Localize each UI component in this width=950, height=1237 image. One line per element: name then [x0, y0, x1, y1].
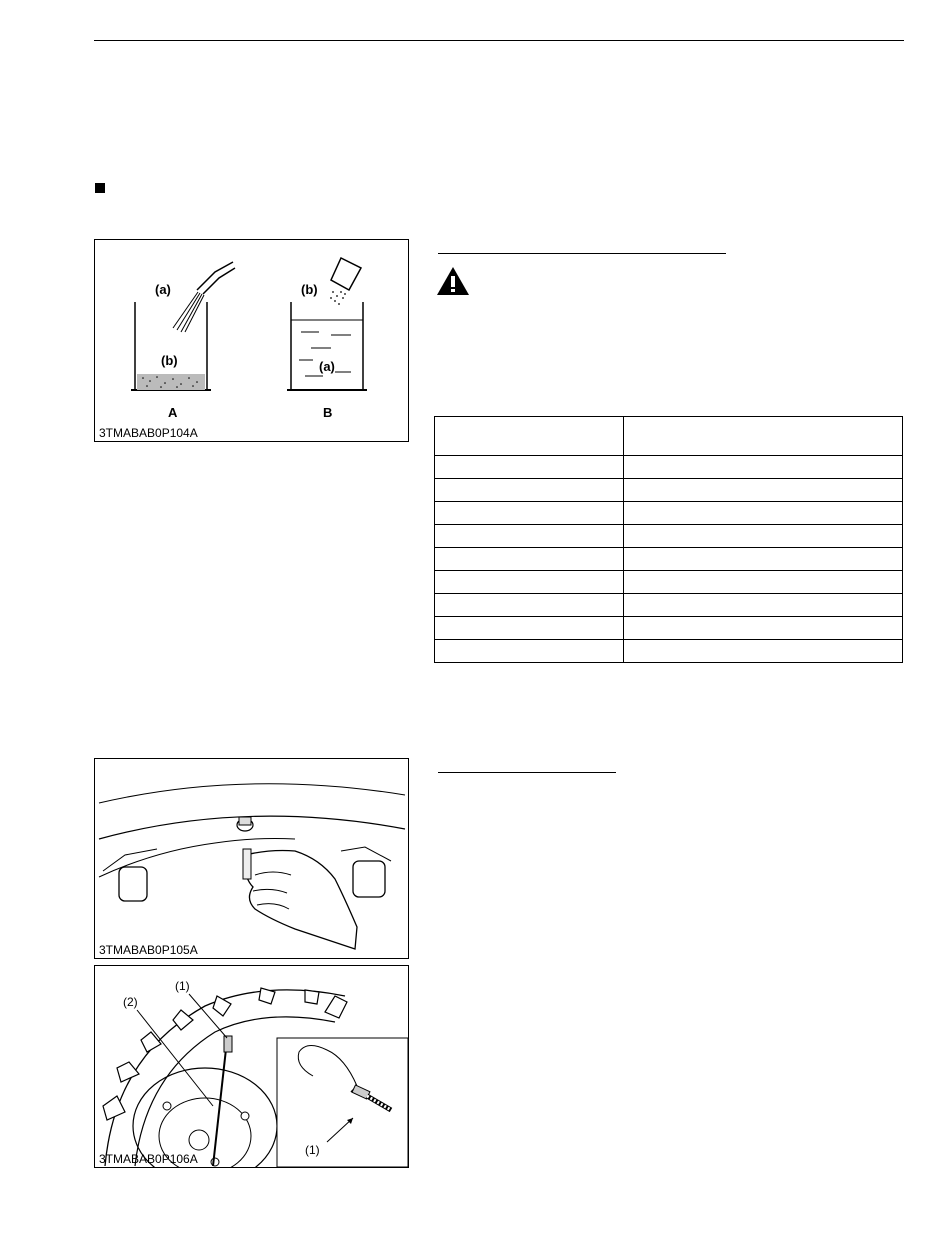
table-header-row: [435, 417, 903, 456]
figure-ballast-fill-drawing: [95, 240, 408, 441]
heading-underline-1: [438, 253, 726, 254]
fig1-label-a-right: (a): [319, 359, 335, 374]
spec-table: [434, 416, 903, 663]
heading-underline-2: [438, 772, 616, 773]
fig1-label-B: B: [323, 405, 333, 420]
table-row: [435, 594, 903, 617]
figure-filling-tube-drawing: [95, 966, 408, 1167]
fig3-caption: 3TMABAB0P106A: [99, 1152, 198, 1166]
fig3-label-1-inset: (1): [305, 1143, 320, 1157]
table-row: [435, 502, 903, 525]
table-row: [435, 571, 903, 594]
fig2-caption: 3TMABAB0P105A: [99, 943, 198, 957]
table-row: [435, 525, 903, 548]
figure-filling-tube: [94, 965, 409, 1168]
fig1-label-b-right: (b): [301, 282, 318, 297]
figure-ballast-fill: [94, 239, 409, 442]
fig3-label-1-top: (1): [175, 979, 190, 993]
fig1-label-a-left: (a): [155, 282, 171, 297]
fig1-caption: 3TMABAB0P104A: [99, 426, 198, 440]
header-rule: [94, 40, 904, 41]
fig1-label-A: A: [168, 405, 178, 420]
table-row: [435, 617, 903, 640]
fig3-label-2: (2): [123, 995, 138, 1009]
warning-triangle-icon: [436, 266, 470, 296]
table-row: [435, 479, 903, 502]
table-row: [435, 456, 903, 479]
section-bullet: [95, 183, 105, 193]
figure-valve-removal: [94, 758, 409, 959]
fig1-label-b-left: (b): [161, 353, 178, 368]
figure-valve-removal-drawing: [95, 759, 408, 958]
table-row: [435, 640, 903, 663]
table-row: [435, 548, 903, 571]
